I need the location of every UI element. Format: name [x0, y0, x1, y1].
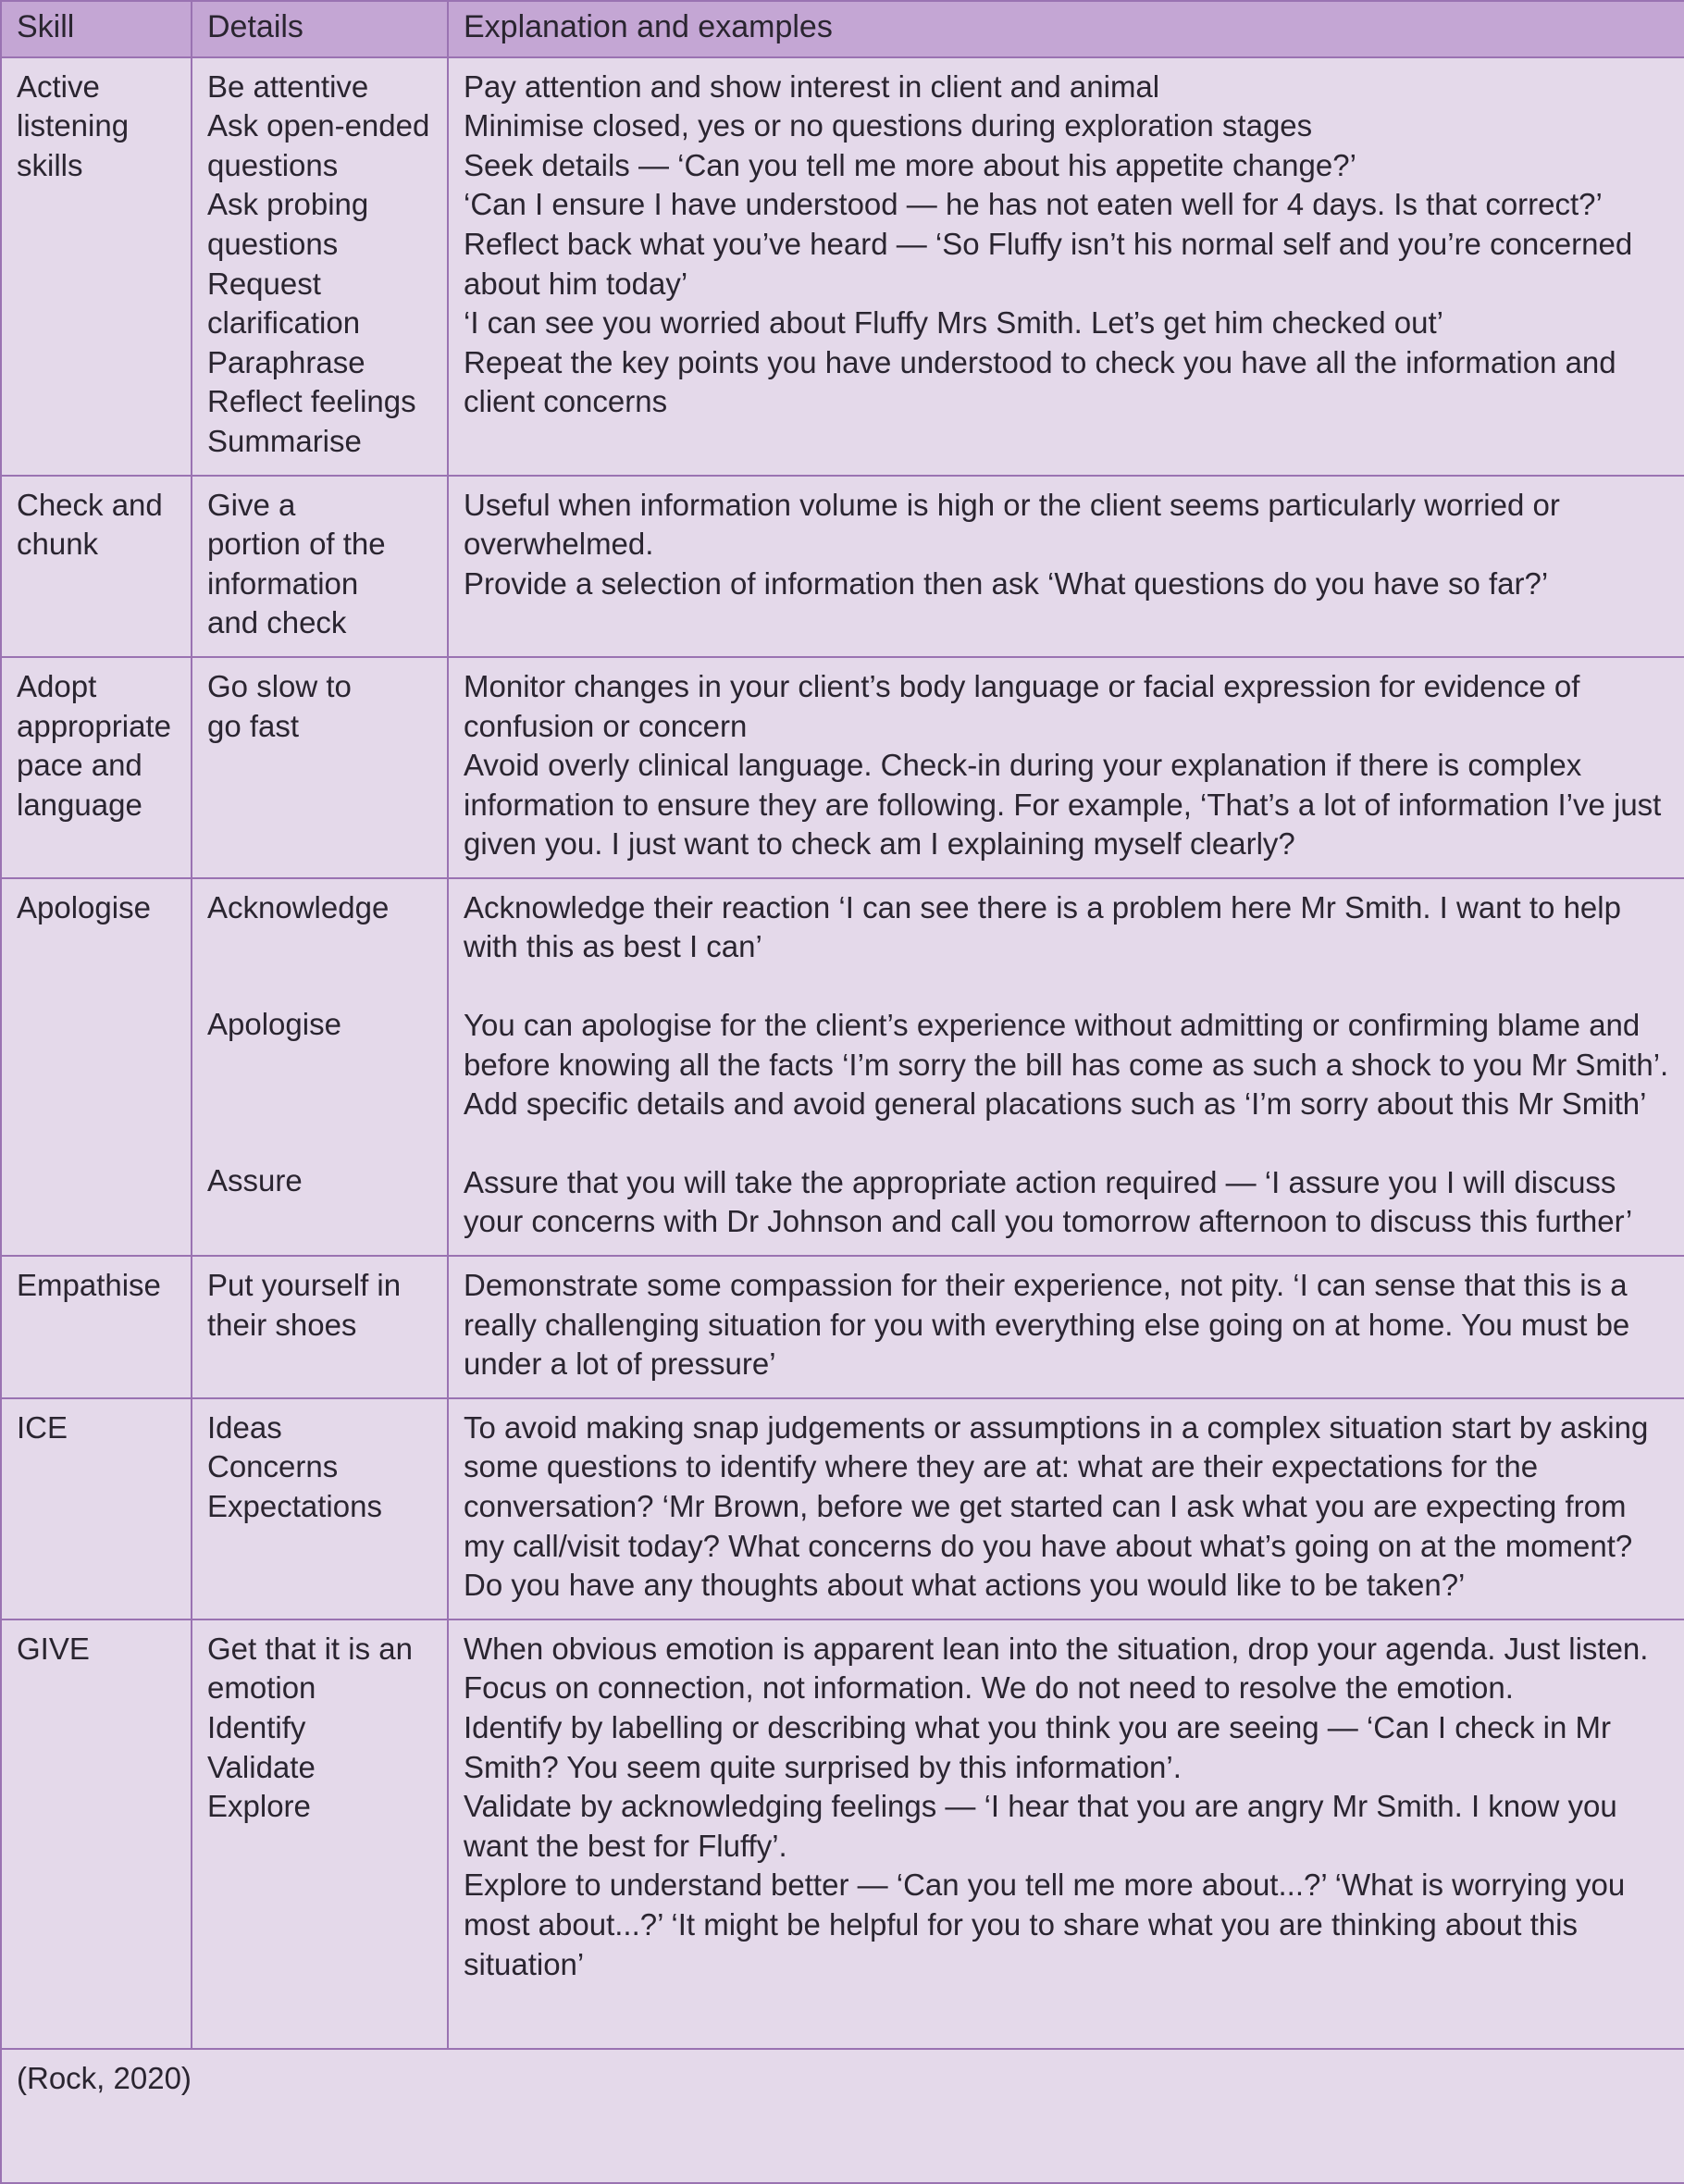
explanation-line: Repeat the key points you have understood to check you have all the information and client concerns — [464, 344, 1616, 419]
details-cell — [192, 1256, 448, 1398]
explanation-line: Monitor changes in your client’s body language or facial expression for evidence of confusion or concern — [464, 668, 1580, 743]
explanation-cell — [448, 657, 1684, 878]
explanation-line: To avoid making snap judgements or assumptions in a complex situation start by asking some questions to identify where they are at: what are their expectations for the conversation? ‘Mr Brown, before we get started can I ask what you are expecting from my call/visit today? What concerns do you have about what’s going on at the moment? Do you have any thoughts about what actions you would like to be taken?’ — [464, 1409, 1649, 1603]
spacer — [464, 967, 1669, 1006]
explanation-line: Explore to understand better — ‘Can you tell me more about...?’ ‘What is worrying you most about...?’ ‘It might be helpful for you to share what you are thinking about this situation’ — [464, 1868, 1626, 1981]
explanation-line: Pay attention and show interest in client and animal — [464, 68, 1160, 104]
spacer — [207, 927, 432, 966]
skill-line: GIVE — [17, 1631, 90, 1666]
table-row — [1, 476, 1684, 657]
spacer — [207, 966, 432, 1005]
explanation-line: Assure that you will take the appropriate action required — ‘I assure you I will discuss your concerns with Dr Johnson and call you tomorrow afternoon to discuss this further’ — [464, 1164, 1633, 1239]
skill-cell — [1, 878, 192, 1256]
details-line: Expectations — [207, 1489, 382, 1523]
skill-line: skills — [17, 147, 83, 182]
details-line: Ask probing — [207, 187, 369, 222]
source-citation: (Rock, 2020) — [1, 2049, 1684, 2183]
explanation-line: You can apologise for the client’s experience without admitting or confirming blame and before knowing all the facts ‘I’m sorry the bill has come as such a shock to you Mr Smith’. Add specific details and avoid general placations such as ‘I’m sorry about this Mr Smith’ — [464, 1008, 1669, 1122]
header-explanation: Explanation and examples — [448, 1, 1684, 57]
header-details: Details — [192, 1, 448, 57]
header-row — [1, 1, 1684, 57]
details-line: Apologise — [207, 1007, 341, 1042]
skill-cell — [1, 1398, 192, 1619]
explanation-line: Avoid overly clinical language. Check-in during your explanation if there is complex information to ensure they are following. For example, ‘That’s a lot of information I’ve just given you. I just want to check am I explaining myself clearly? — [464, 748, 1662, 862]
details-cell — [192, 657, 448, 878]
table-row — [1, 878, 1684, 1256]
details-line: portion of the — [207, 527, 386, 562]
details-line: Paraphrase — [207, 344, 365, 379]
explanation-line: Acknowledge their reaction ‘I can see there is a problem here Mr Smith. I want to help with this as best I can’ — [464, 889, 1621, 964]
table-row — [1, 1619, 1684, 2049]
details-line: go fast — [207, 708, 300, 743]
explanation-line: Validate by acknowledging feelings — ‘I hear that you are angry Mr Smith. I know you want the best for Fluffy’. — [464, 1789, 1617, 1863]
details-cell — [192, 1619, 448, 2049]
explanation-line: Identify by labelling or describing what you think you are seeing — ‘Can I check in Mr Smith? You seem quite surprised by this information’. — [464, 1709, 1611, 1784]
skill-line: Active — [17, 68, 100, 104]
explanation-cell — [448, 878, 1684, 1256]
details-cell — [192, 1398, 448, 1619]
explanation-cell — [448, 1398, 1684, 1619]
details-line: Ideas — [207, 1409, 282, 1445]
source-row — [1, 2049, 1684, 2183]
skill-line: pace and — [17, 748, 142, 783]
skill-line: appropriate — [17, 708, 171, 743]
explanation-cell — [448, 476, 1684, 657]
details-line: their shoes — [207, 1307, 357, 1342]
details-cell — [192, 476, 448, 657]
details-line: Assure — [207, 1163, 303, 1198]
table-row — [1, 1398, 1684, 1619]
skill-line: ICE — [17, 1409, 68, 1445]
spacer — [207, 1123, 432, 1161]
details-line: Acknowledge — [207, 889, 390, 924]
explanation-line: When obvious emotion is apparent lean into the situation, drop your agenda. Just listen. Focus on connection, not information. We do not need to resolve the emotion. — [464, 1631, 1649, 1706]
details-line: information — [207, 565, 359, 601]
explanation-cell — [448, 1619, 1684, 2049]
skill-line: Apologise — [17, 889, 151, 924]
table-row — [1, 657, 1684, 878]
skill-line: listening — [17, 108, 130, 143]
details-line: Ask open-ended — [207, 108, 430, 143]
explanation-line: Provide a selection of information then ask ‘What questions do you have so far?’ — [464, 565, 1549, 601]
details-line: Go slow to — [207, 668, 352, 703]
details-line: Identify — [207, 1709, 306, 1744]
details-line: Concerns — [207, 1449, 339, 1484]
explanation-line: Demonstrate some compassion for their experience, not pity. ‘I can sense that this is a really challenging situation for you with everything else going on at home. You must be under a lot of pressure’ — [464, 1268, 1630, 1382]
spacer — [207, 1084, 432, 1123]
details-line: Request — [207, 266, 321, 301]
skill-cell — [1, 657, 192, 878]
explanation-line: ‘I can see you worried about Fluffy Mrs Smith. Let’s get him checked out’ — [464, 305, 1443, 341]
header-skill: Skill — [1, 1, 192, 57]
details-line: questions — [207, 147, 339, 182]
explanation-cell — [448, 57, 1684, 476]
explanation-line: Useful when information volume is high or the client seems particularly worried or overwhelmed. — [464, 487, 1560, 562]
table-row — [1, 1256, 1684, 1398]
skill-cell — [1, 476, 192, 657]
explanation-cell — [448, 1256, 1684, 1398]
details-line: Summarise — [207, 423, 362, 458]
details-line: emotion — [207, 1670, 316, 1706]
details-line: Give a — [207, 487, 296, 522]
skill-line: chunk — [17, 527, 99, 562]
details-line: Get that it is an — [207, 1631, 413, 1666]
table-body — [1, 57, 1684, 2049]
skill-line: Adopt — [17, 668, 97, 703]
explanation-line: Minimise closed, yes or no questions during exploration stages — [464, 108, 1313, 143]
skill-cell — [1, 57, 192, 476]
details-line: Be attentive — [207, 68, 369, 104]
details-cell — [192, 57, 448, 476]
details-line: clarification — [207, 305, 361, 341]
spacer — [464, 1124, 1669, 1163]
details-cell — [192, 878, 448, 1256]
skill-cell — [1, 1619, 192, 2049]
explanation-line: Seek details — ‘Can you tell me more about his appetite change?’ — [464, 147, 1356, 182]
skill-line: language — [17, 787, 142, 822]
details-line: Validate — [207, 1749, 316, 1784]
spacer — [207, 1045, 432, 1084]
table-row — [1, 57, 1684, 476]
explanation-line: ‘Can I ensure I have understood — he has not eaten well for 4 days. Is that correct?’ — [464, 187, 1603, 222]
details-line: questions — [207, 226, 339, 261]
skill-line: Check and — [17, 487, 163, 522]
details-line: and check — [207, 605, 347, 640]
details-line: Reflect feelings — [207, 384, 416, 419]
skill-cell — [1, 1256, 192, 1398]
details-line: Explore — [207, 1789, 311, 1824]
skill-line: Empathise — [17, 1268, 161, 1303]
details-line: Put yourself in — [207, 1268, 402, 1303]
explanation-line: Reflect back what you’ve heard — ‘So Fluffy isn’t his normal self and you’re concerned about him today’ — [464, 226, 1633, 301]
